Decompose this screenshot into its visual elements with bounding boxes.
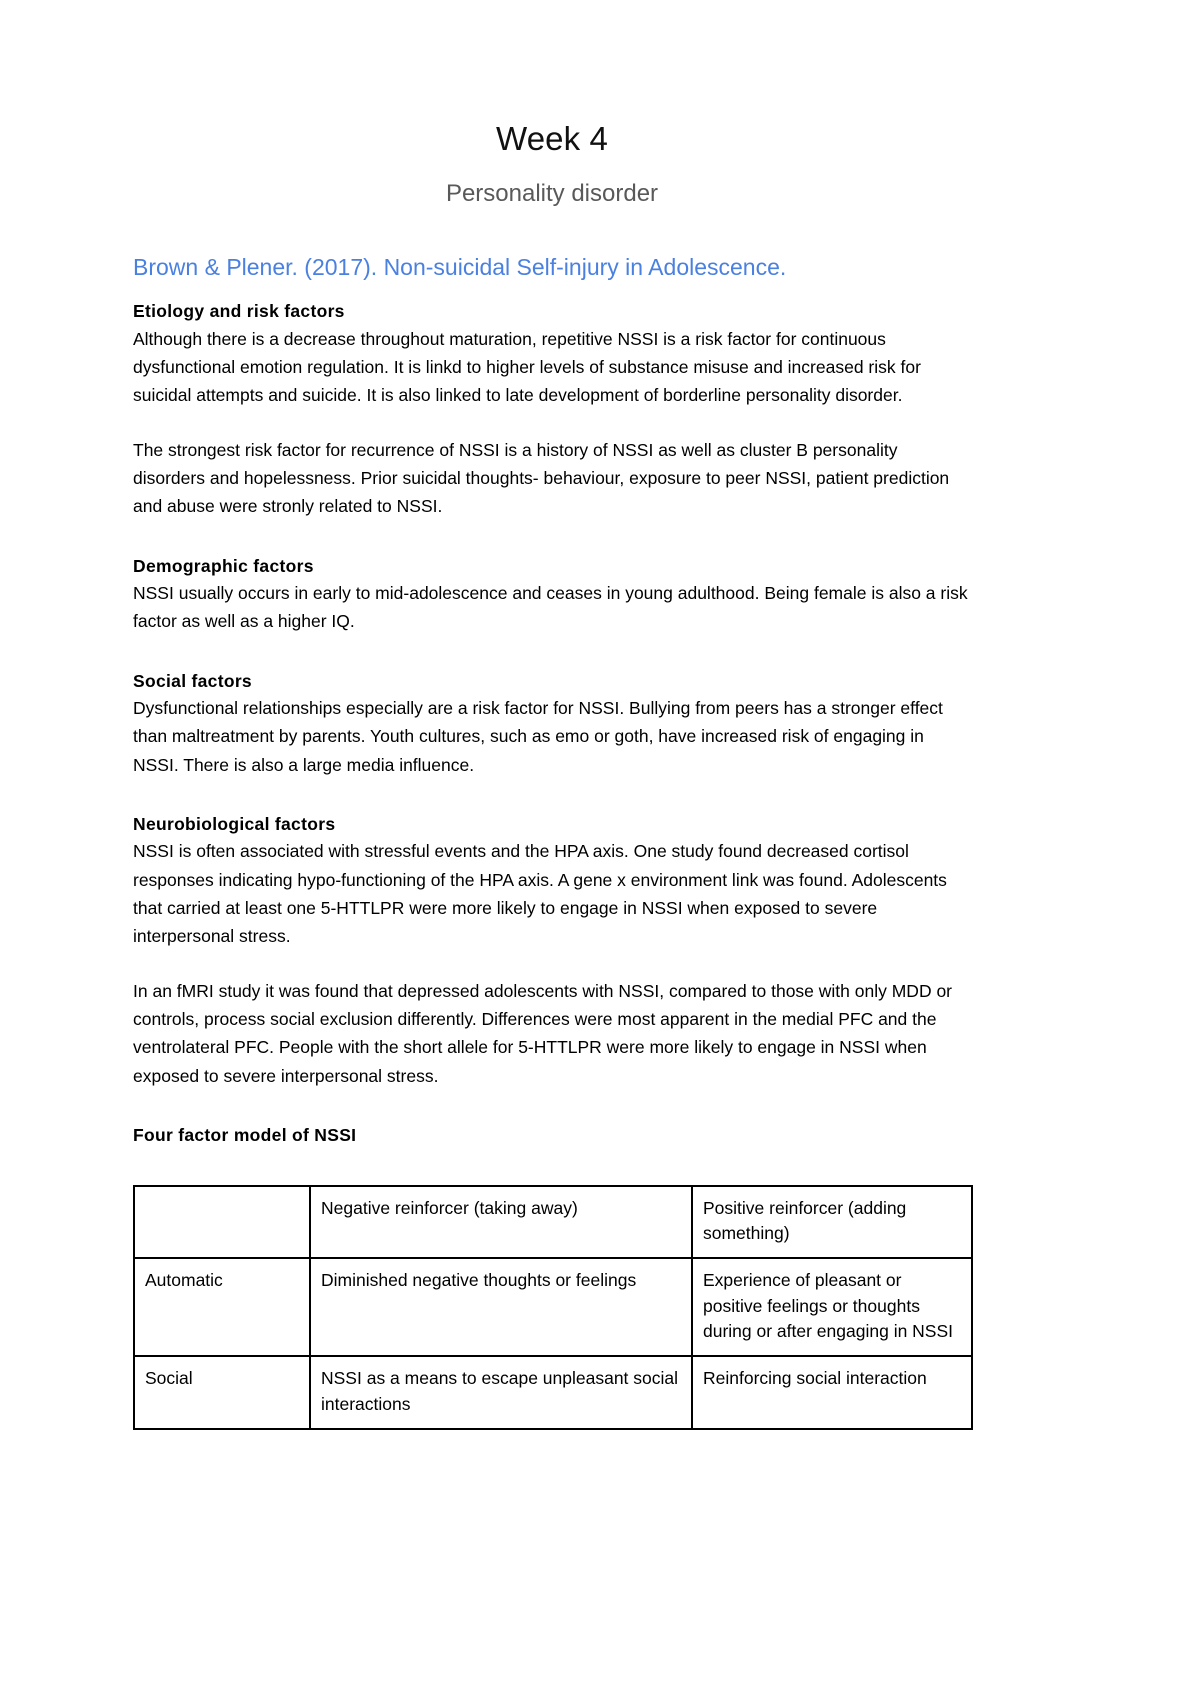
- paragraph: The strongest risk factor for recurrence of NSSI is a history of NSSI as well as cluster B personality disorders and hopelessness. Prior suicidal thoughts- behaviour, exposure to peer NSSI, patient prediction and abuse were stronly related to NSSI.: [133, 439, 950, 517]
- section-heading-demographic: Demographic factors: [133, 555, 314, 576]
- table-cell-social-positive: Reinforcing social interaction: [692, 1356, 972, 1428]
- table-cell-automatic-positive: Experience of pleasant or positive feelings or thoughts during or after engaging in NSSI: [692, 1258, 972, 1356]
- table-cell-social-negative: NSSI as a means to escape unpleasant social interactions: [310, 1356, 692, 1428]
- table-header-negative: Negative reinforcer (taking away): [310, 1186, 692, 1258]
- page-title: Week 4: [496, 120, 608, 157]
- section-heading-etiology: Etiology and risk factors: [133, 301, 345, 322]
- four-factor-table: [133, 1185, 973, 1430]
- paragraph: NSSI usually occurs in early to mid-adolescence and ceases in young adulthood. Being female is also a risk factor as well as a higher IQ.: [133, 582, 968, 632]
- table-header-corner: [134, 1186, 310, 1258]
- table-row: [134, 1356, 972, 1428]
- four-factor-table-wrapper: [133, 1185, 971, 1430]
- section-heading-social: Social factors: [133, 670, 252, 691]
- table-row-header: [134, 1186, 972, 1258]
- paragraph: In an fMRI study it was found that depressed adolescents with NSSI, compared to those with only MDD or controls, process social exclusion differently. Differences were most apparent in the medial PFC and the ventrolateral PFC. People with the short allele for 5-HTTLPR were more likely to engage in NSSI when exposed to severe interpersonal stress.: [133, 980, 953, 1086]
- reference-heading: Brown & Plener. (2017). Non-suicidal Self-injury in Adolescence.: [133, 254, 787, 281]
- table-row-label-automatic: Automatic: [134, 1258, 310, 1356]
- table-header-positive: Positive reinforcer (adding something): [692, 1186, 972, 1258]
- paragraph: Although there is a decrease throughout maturation, repetitive NSSI is a risk factor for continuous dysfunctional emotion regulation. It is linkd to higher levels of substance misuse and increased risk for suicidal attempts and suicide. It is also linked to late development of borderline personality disorder.: [133, 328, 921, 406]
- paragraph: NSSI is often associated with stressful events and the HPA axis. One study found decreased cortisol responses indicating hypo-functioning of the HPA axis. A gene x environment link was found. Adolescents that carried at least one 5-HTTLPR were more likely to engage in NSSI when exposed to severe interpersonal stress.: [133, 841, 947, 947]
- paragraph: Dysfunctional relationships especially are a risk factor for NSSI. Bullying from peers has a stronger effect than maltreatment by parents. Youth cultures, such as emo or goth, have increased risk of engaging in NSSI. There is also a large media influence.: [133, 698, 943, 775]
- table-row: [134, 1258, 972, 1356]
- document-body: [133, 118, 971, 1430]
- section-heading-neurobiological: Neurobiological factors: [133, 814, 336, 835]
- table-row-label-social: Social: [134, 1356, 310, 1428]
- section-heading-four-factor-model: Four factor model of NSSI: [133, 1125, 357, 1146]
- page-subtitle: Personality disorder: [445, 180, 659, 208]
- table-cell-automatic-negative: Diminished negative thoughts or feelings: [310, 1258, 692, 1356]
